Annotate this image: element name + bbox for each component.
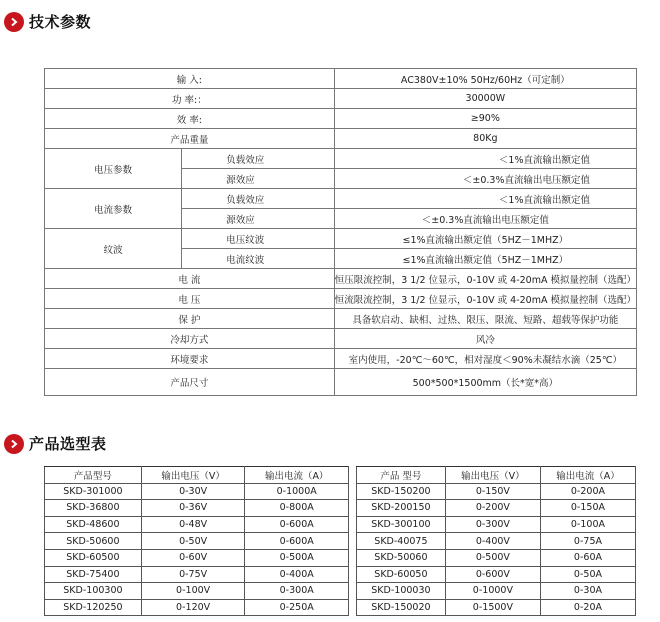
table-cell: 0-150V [445,483,540,500]
table-row [45,500,349,517]
column-header: 产品型号 [45,467,142,484]
table-cell: SKD-100300 [45,583,142,600]
spec-label: 环境要求 [45,349,335,369]
table-cell: 0-75A [540,533,635,550]
spec-label: 效 率: [45,109,335,129]
table-row [357,483,636,500]
table-row [45,583,349,600]
table-cell: 0-60A [540,549,635,566]
table-cell: 0-30V [141,483,245,500]
table-row [45,89,637,109]
column-header: 输出电流（A） [245,467,349,484]
table-cell: SKD-301000 [45,483,142,500]
table-cell: 0-300A [245,583,349,600]
table-cell: SKD-200150 [357,500,446,517]
table-row [45,269,637,289]
table-row [45,109,637,129]
spec-value: 恒压限流控制，3 1/2 位显示，0-10V 或 4-20mA 模拟量控制（选配） [334,269,636,289]
table-cell: 0-600A [245,533,349,550]
table-cell: SKD-36800 [45,500,142,517]
table-cell: 0-1000V [445,583,540,600]
spec-sub-label: 电压纹波 [182,229,334,249]
table-row [357,500,636,517]
spec-value: 具备软启动、缺相、过热、限压、限流、短路、超载等保护功能 [334,309,636,329]
table-cell: 0-120V [141,599,245,616]
spec-group-label: 电流参数 [45,189,182,229]
table-row [45,549,349,566]
table-cell: 0-50A [540,566,635,583]
spec-sub-label: 电流纹波 [182,249,334,269]
column-header: 输出电流（A） [540,467,635,484]
spec-value: 30000W [334,89,636,109]
table-row [45,349,637,369]
table-row [357,533,636,550]
table-cell: 0-800A [245,500,349,517]
table-cell: 0-100A [540,516,635,533]
table-row [45,309,637,329]
chevron-right-icon [4,12,24,32]
selection-table-right [356,466,636,616]
table-cell: SKD-120250 [45,599,142,616]
spec-label: 保 护 [45,309,335,329]
spec-table [44,68,637,396]
table-header-row [45,467,349,484]
spec-label: 冷却方式 [45,329,335,349]
spec-value: ≥90% [334,109,636,129]
spec-value: ＜1%直流输出额定值 [334,189,636,209]
table-row [45,329,637,349]
table-row [45,516,349,533]
table-row [45,533,349,550]
table-row [357,516,636,533]
table-cell: SKD-50600 [45,533,142,550]
spec-section-title: 技术参数 [29,13,92,31]
table-row [45,189,637,209]
table-cell: 0-1000A [245,483,349,500]
chevron-right-icon [4,434,24,454]
table-cell: 0-500A [245,549,349,566]
table-cell: SKD-100030 [357,583,446,600]
table-header-row [357,467,636,484]
spec-sub-label: 源效应 [182,209,334,229]
spec-section-header [4,11,91,32]
spec-label: 电 压 [45,289,335,309]
table-row [357,583,636,600]
table-row [45,483,349,500]
table-cell: 0-1500V [445,599,540,616]
spec-label: 输 入: [45,69,335,89]
table-cell: 0-250A [245,599,349,616]
selection-section-header [4,433,107,454]
table-cell: 0-200A [540,483,635,500]
table-cell: 0-400V [445,533,540,550]
spec-value: AC380V±10% 50Hz/60Hz（可定制） [334,69,636,89]
table-cell: 0-30A [540,583,635,600]
table-cell: SKD-150020 [357,599,446,616]
spec-value: 风冷 [334,329,636,349]
spec-group-label: 纹波 [45,229,182,269]
table-cell: SKD-60500 [45,549,142,566]
table-cell: SKD-40075 [357,533,446,550]
table-cell: SKD-60050 [357,566,446,583]
table-cell: 0-600A [245,516,349,533]
table-row [357,549,636,566]
table-cell: 0-150A [540,500,635,517]
table-cell: 0-48V [141,516,245,533]
table-cell: 0-50V [141,533,245,550]
table-row [357,599,636,616]
table-cell: 0-36V [141,500,245,517]
selection-section-title: 产品选型表 [29,435,107,453]
table-cell: 0-75V [141,566,245,583]
column-header: 产品 型号 [357,467,446,484]
spec-sub-label: 负载效应 [182,189,334,209]
table-row [45,129,637,149]
spec-label: 电 流 [45,269,335,289]
spec-value: 500*500*1500mm（长*宽*高） [334,369,636,396]
table-cell: 0-200V [445,500,540,517]
spec-label: 功 率:： [45,89,335,109]
table-cell: SKD-300100 [357,516,446,533]
table-cell: 0-600V [445,566,540,583]
table-cell: SKD-50060 [357,549,446,566]
spec-value: 室内使用，-20℃～60℃，相对湿度＜90%未凝结水滴（25℃） [334,349,636,369]
table-cell: 0-300V [445,516,540,533]
selection-table-left [44,466,349,616]
table-cell: SKD-75400 [45,566,142,583]
spec-group-label: 电压参数 [45,149,182,189]
table-row [45,566,349,583]
spec-value: 80Kg [334,129,636,149]
table-row [45,69,637,89]
table-row [45,599,349,616]
spec-label: 产品重量 [45,129,335,149]
table-cell: SKD-48600 [45,516,142,533]
spec-sub-label: 负载效应 [182,149,334,169]
spec-value: ＜±0.3%直流输出电压额定值 [334,209,636,229]
table-row [357,566,636,583]
spec-value: ＜±0.3%直流输出电压额定值 [334,169,636,189]
spec-value: ＜1%直流输出额定值 [334,149,636,169]
table-cell: SKD-150200 [357,483,446,500]
table-row [45,289,637,309]
spec-value: ≤1%直流输出额定值（5HZ－1MHZ） [334,229,636,249]
column-header: 输出电压（V） [141,467,245,484]
table-cell: 0-500V [445,549,540,566]
table-cell: 0-400A [245,566,349,583]
column-header: 输出电压（V） [445,467,540,484]
table-row [45,149,637,169]
spec-value: ≤1%直流输出额定值（5HZ－1MHZ） [334,249,636,269]
table-cell: 0-20A [540,599,635,616]
table-row [45,369,637,396]
spec-sub-label: 源效应 [182,169,334,189]
table-row [45,229,637,249]
spec-label: 产品尺寸 [45,369,335,396]
spec-value: 恒流限流控制，3 1/2 位显示，0-10V 或 4-20mA 模拟量控制（选配） [334,289,636,309]
table-cell: 0-60V [141,549,245,566]
table-cell: 0-100V [141,583,245,600]
